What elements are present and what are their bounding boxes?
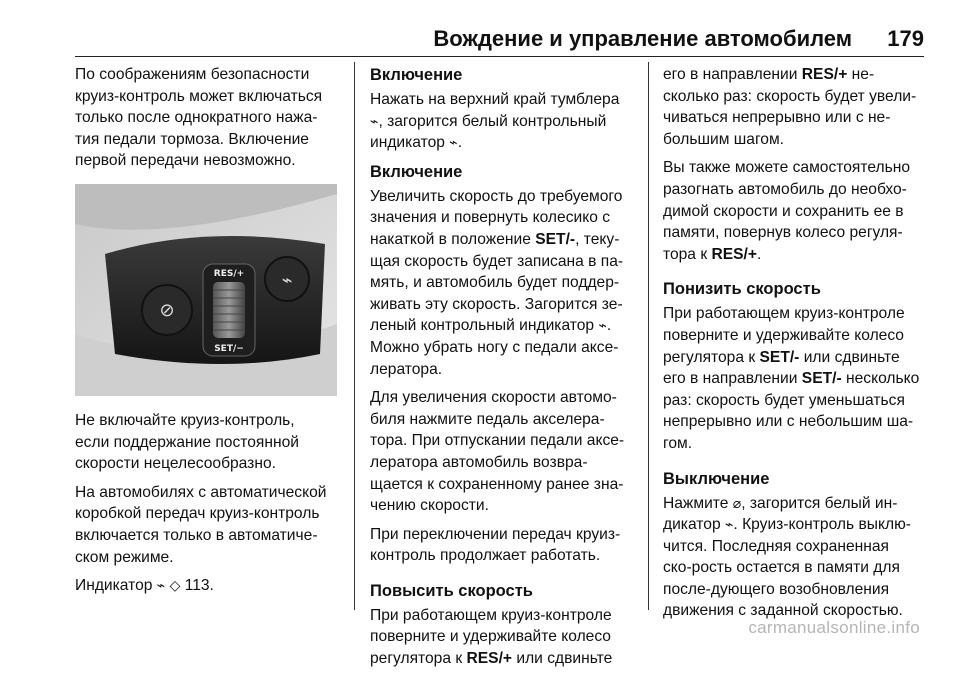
paragraph-manual-accelerate: Вы также можете самостоятельно разогнать автомобиль до необхо-димой скорости и сохранить ее в памяти, повернув колесо регуля-тора к RES/+. xyxy=(663,159,910,263)
cruise-indicator-icon: ⌁ xyxy=(724,516,734,533)
page-number: 179 xyxy=(887,26,924,51)
watermark: carmanualsonline.info xyxy=(748,618,920,637)
reference-arrow-icon: ◇ xyxy=(169,577,181,594)
res-label: RES/+ xyxy=(213,268,245,279)
heading-decrease-speed: Понизить скорость xyxy=(663,280,821,299)
set-label: SET/− xyxy=(214,343,244,354)
heading-set-speed: Включение xyxy=(370,162,463,181)
column-1 xyxy=(75,64,333,604)
heading-increase-speed: Повысить скорость xyxy=(370,581,533,600)
page-header-title: Вождение и управление автомобилем xyxy=(433,26,852,51)
steering-wheel-cruise-control-figure xyxy=(75,184,337,396)
paragraph-deactivation: Нажмите ⌀, загорится белый ин-дикатор ⌁. Круиз-контроль выклю-чится. Последняя сохраненная ско-рость остается в памяти для после-дующего возобновления движения с заданной скоростью. xyxy=(663,494,911,620)
cruise-indicator-icon: ⌁ xyxy=(449,134,458,151)
header-divider xyxy=(75,56,924,57)
paragraph-accelerate: Для увеличения скорости автомо-биля нажмите педаль акселера-тора. При отпускании педали аксе-лератора автомобиль возвра-щается к сохраненному ранее зна-чению скорости. xyxy=(370,389,625,515)
paragraph-safety: По соображениям безопасности круиз-контроль может включаться только после однократного нажа-тия педали тормоза. Включение первой передачи невозможно. xyxy=(75,66,323,170)
cruise-indicator-icon: ⌁ xyxy=(370,112,379,129)
paragraph-set-speed: Увеличить скорость до требуемого значения и повернуть колесико с накаткой в положение SET/-, теку-щая скорость будет записана в па-мять, и автомобиль будет поддер-живать эту скорость. Загорится зе-леный контрольный индикатор ⌁. Можно убрать ногу с педали аксе-лератора. xyxy=(370,187,624,378)
cruise-indicator-icon: ⌁ xyxy=(156,577,166,594)
paragraph-decrease-speed: При работающем круиз-контроле поверните и удерживайте колесо регулятора к SET/- или сдвиньте его в направлении SET/- несколько раз: скорость будет уменьшаться непрерывно или с небольшим ша-гом. xyxy=(663,305,920,452)
cruise-indicator-icon: ⌁ xyxy=(598,317,607,334)
paragraph-activation: Нажать на верхний край тумблера ⌁, загорится белый контрольный индикатор ⌁. xyxy=(370,91,620,152)
paragraph-warning: Не включайте круиз-контроль, если поддержание постоянной скорости нецелесообразно. xyxy=(75,411,299,473)
paragraph-indicator-ref: Индикатор ⌁ ◇ 113. xyxy=(75,577,214,595)
heading-activation: Включение xyxy=(370,66,463,84)
cancel-button-icon: ⊘ xyxy=(159,299,175,321)
cancel-icon: ⌀ xyxy=(732,494,742,511)
paragraph-gear-change: При переключении передач круиз-контроль продолжает работать. xyxy=(370,525,621,565)
paragraph-increase-speed: При работающем круиз-контроле поверните и удерживайте колесо регулятора к RES/+ или сдвиньте xyxy=(370,606,613,668)
column-divider-1 xyxy=(354,62,355,610)
cruise-button-icon: ⌁ xyxy=(281,269,293,291)
paragraph-automatic: На автомобилях с автоматической коробкой передач круиз-контроль включается только в автоматиче-ском режиме. xyxy=(75,483,327,566)
paragraph-increase-continued: его в направлении RES/+ не-сколько раз: скорость будет увели-чиваться непрерывно или с не-большим шагом. xyxy=(663,66,917,148)
column-3 xyxy=(663,64,921,629)
column-divider-2 xyxy=(648,62,649,610)
column-2 xyxy=(370,64,628,677)
heading-deactivation: Выключение xyxy=(663,469,770,488)
